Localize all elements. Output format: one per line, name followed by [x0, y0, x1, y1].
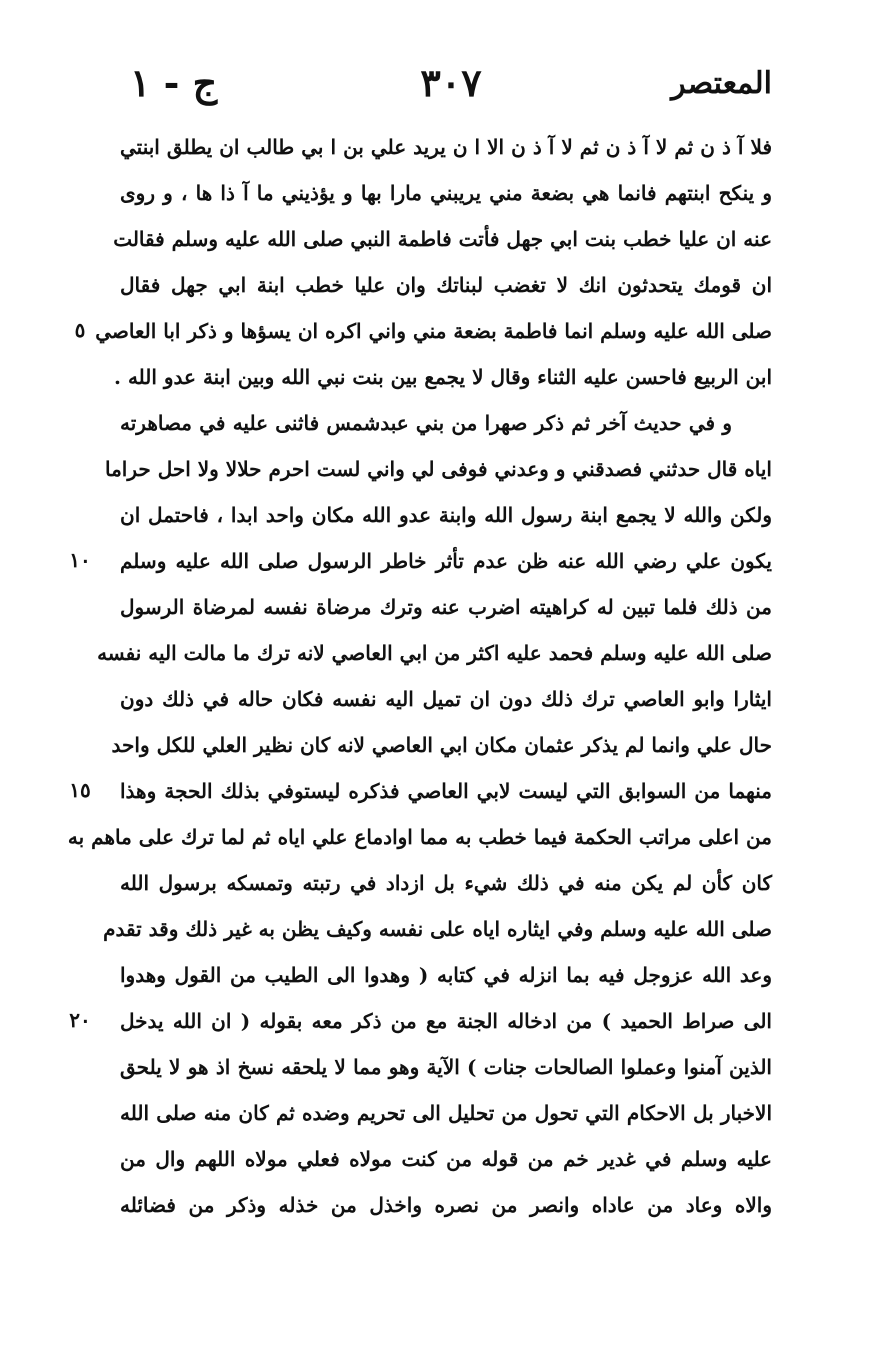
- text-line: عنه ان عليا خطب بنت ابي جهل فأتت فاطمة النبي صلى الله عليه وسلم فقالت: [113, 227, 772, 251]
- text-line: فلا آ ذ ن ثم لا آ ذ ن ثم لا آ ذ ن الا ا ن يريد علي بن ا بي طالب ان يطلق ابنتي: [120, 135, 772, 159]
- text-line: عليه وسلم في غدير خم من قوله من كنت مولاه فعلي مولاه اللهم وال من: [120, 1147, 772, 1171]
- text-line: ابن الربيع فاحسن عليه الثناء وقال لا يجمع بين بنت نبي الله وبين ابنة عدو الله .: [114, 365, 772, 389]
- text-line: و ينكح ابنتهم فانما هي بضعة مني يريبني مارا بها و يؤذيني ما آ ذا ها ، و روى: [120, 181, 772, 205]
- text-line: و في حديث آخر ثم ذكر صهرا من بني عبدشمس فاثنى عليه في مصاهرته: [120, 411, 732, 435]
- text-line: الاخبار بل الاحكام التي تحول من تحليل الى تحريم وضده ثم كان منه صلى الله: [120, 1101, 772, 1125]
- text-line: والاه وعاد من عاداه وانصر من نصره واخذل من خذله وذكر من فضائله: [120, 1193, 772, 1217]
- text-line: من اعلى مراتب الحكمة فيما خطب به مما اوادماع علي اياه ثم لما ترك على ماهم به: [67, 825, 772, 849]
- text-line: اياه قال حدثني فصدقني و وعدني فوفى لي واني لست احرم حلالا ولا احل حراما: [105, 457, 772, 481]
- page-number: ٣٠٧: [420, 60, 482, 105]
- text-line: صلى الله عليه وسلم فحمد عليه اكثر من ابي العاصي لانه ترك ما مالت اليه نفسه: [97, 641, 772, 665]
- text-line: ولكن والله لا يجمع ابنة رسول الله وابنة عدو الله مكان واحد ابدا ، فاحتمل ان: [120, 503, 772, 527]
- line-number-5: ٥: [74, 318, 86, 342]
- line-number-10: ١٠: [69, 548, 91, 572]
- text-line: يكون علي رضي الله عنه ظن عدم تأثر خاطر الرسول صلى الله عليه وسلم: [120, 549, 772, 573]
- text-line: ان قومك يتحدثون انك لا تغضب لبناتك وان عليا خطب ابنة ابي جهل فقال: [120, 273, 772, 297]
- text-line: ايثارا وابو العاصي ترك ذلك دون ان تميل اليه نفسه فكان حاله في ذلك دون: [120, 687, 772, 711]
- text-line: حال علي وانما لم يذكر عثمان مكان ابي العاصي لانه كان نظير العلي للكل واحد: [111, 733, 772, 757]
- page-header: [130, 60, 772, 120]
- line-number-20: ٢٠: [69, 1008, 91, 1032]
- text-line: وعد الله عزوجل فيه بما انزله في كتابه ( وهدوا الى الطيب من القول وهدوا: [120, 963, 772, 987]
- text-line: الى صراط الحميد ) من ادخاله الجنة مع من ذكر معه بقوله ( ان الله يدخل: [120, 1009, 772, 1033]
- book-title: المعتصر: [671, 66, 772, 101]
- text-line: صلى الله عليه وسلم انما فاطمة بضعة مني واني اكره ان يسؤها و ذكر ابا العاصي: [95, 319, 772, 343]
- text-line: كان كأن لم يكن منه في ذلك شيء بل ازداد في رتبته وتمسكه برسول الله: [120, 871, 772, 895]
- text-line: من ذلك فلما تبين له كراهيته اضرب عنه وترك مرضاة نفسه لمرضاة الرسول: [120, 595, 772, 619]
- volume-number: ج - ١: [130, 60, 218, 105]
- text-line: صلى الله عليه وسلم وفي ايثاره اياه على نفسه وكيف يظن به غير ذلك وقد تقدم: [103, 917, 772, 941]
- text-line: منهما من السوابق التي ليست لابي العاصي فذكره ليستوفي بذلك الحجة وهذا: [120, 779, 772, 803]
- text-line: الذين آمنوا وعملوا الصالحات جنات ) الآية وهو مما لا يلحقه نسخ اذ هو لا يلحق: [120, 1055, 772, 1079]
- line-number-15: ١٥: [69, 778, 91, 802]
